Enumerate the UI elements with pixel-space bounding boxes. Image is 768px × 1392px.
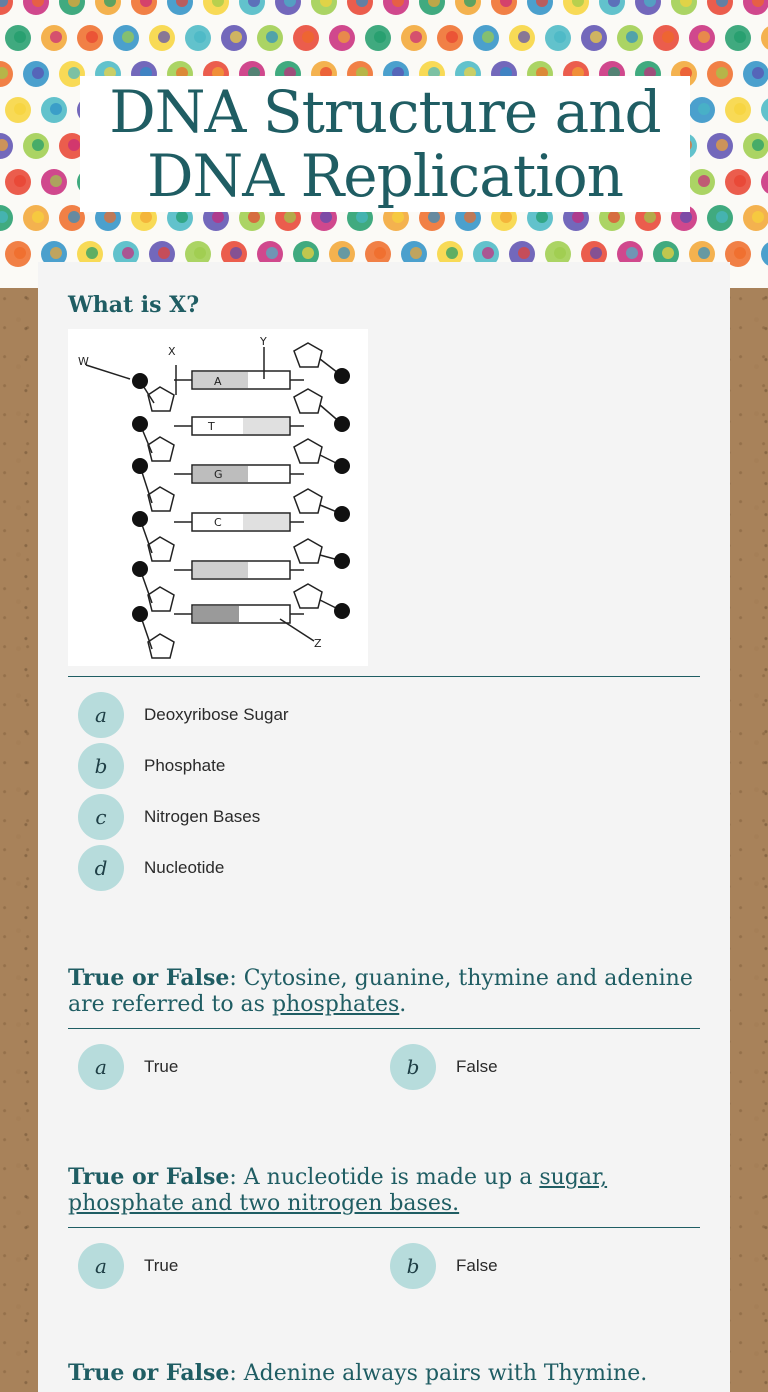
diagram-label-y: Y xyxy=(260,335,267,348)
option-letter-badge: b xyxy=(390,1044,436,1090)
answer-option-d[interactable] xyxy=(78,845,224,891)
polka-dot-center xyxy=(536,211,548,223)
option-label: Deoxyribose Sugar xyxy=(144,705,289,724)
polka-dot-center xyxy=(374,31,386,43)
divider xyxy=(68,676,700,677)
polka-dot-center xyxy=(230,247,242,259)
polka-dot-center xyxy=(518,247,530,259)
polka-dot-center xyxy=(14,103,26,115)
polka-dot-center xyxy=(32,211,44,223)
polka-dot xyxy=(761,25,768,51)
divider xyxy=(68,1028,700,1029)
answer-option-false[interactable] xyxy=(390,1243,498,1289)
diagram-label-w: W xyxy=(78,355,89,368)
polka-dot-center xyxy=(500,211,512,223)
polka-dot-center xyxy=(14,31,26,43)
polka-dot-center xyxy=(68,67,80,79)
option-label: Nucleotide xyxy=(144,858,225,877)
option-label: Nitrogen Bases xyxy=(144,807,261,826)
polka-dot-center xyxy=(518,31,530,43)
polka-dot-center xyxy=(50,175,62,187)
polka-dot-center xyxy=(698,31,710,43)
polka-dot-center xyxy=(734,247,746,259)
polka-dot-center xyxy=(626,31,638,43)
polka-dot-center xyxy=(122,247,134,259)
polka-dot-center xyxy=(338,247,350,259)
polka-dot-center xyxy=(392,211,404,223)
option-letter-badge: a xyxy=(78,1243,124,1289)
polka-dot-center xyxy=(698,247,710,259)
polka-dot-center xyxy=(122,31,134,43)
polka-dot-center xyxy=(140,211,152,223)
question-2-prompt: True or False: Cytosine, guanine, thymine and adenine are referred to as phosphates. xyxy=(68,965,693,1017)
answer-option-true[interactable] xyxy=(78,1044,178,1090)
polka-dot-center xyxy=(356,211,368,223)
answer-option-false[interactable] xyxy=(390,1044,498,1090)
polka-dot-center xyxy=(302,31,314,43)
polka-dot-center xyxy=(554,247,566,259)
polka-dot-center xyxy=(32,139,44,151)
polka-dot xyxy=(761,169,768,195)
title-box xyxy=(80,76,690,212)
option-letter-badge: a xyxy=(78,692,124,738)
polka-dot-center xyxy=(734,31,746,43)
polka-dot-center xyxy=(68,139,80,151)
polka-dot-center xyxy=(266,31,278,43)
polka-dot-center xyxy=(50,31,62,43)
divider xyxy=(68,1227,700,1228)
diagram-base-a: A xyxy=(214,375,222,388)
polka-dot-center xyxy=(554,31,566,43)
question-3-prompt: True or False: A nucleotide is made up a sugar, phosphate and two nitrogen bases. xyxy=(68,1164,608,1216)
polka-dot-center xyxy=(482,31,494,43)
polka-dot-center xyxy=(662,31,674,43)
polka-dot-center xyxy=(716,139,728,151)
polka-dot-center xyxy=(752,67,764,79)
polka-dot-center xyxy=(50,103,62,115)
polka-dot-center xyxy=(590,247,602,259)
polka-dot-center xyxy=(50,247,62,259)
diagram-base-c: C xyxy=(214,516,222,529)
polka-dot-center xyxy=(284,211,296,223)
polka-dot-center xyxy=(752,211,764,223)
question-4-prompt: True or False: Adenine always pairs with Thymine. xyxy=(68,1360,648,1386)
option-label: False xyxy=(456,1057,498,1076)
polka-dot-center xyxy=(68,211,80,223)
polka-dot-center xyxy=(410,247,422,259)
polka-dot-center xyxy=(680,211,692,223)
polka-dot-center xyxy=(698,103,710,115)
polka-dot-center xyxy=(716,67,728,79)
diagram-base-g: G xyxy=(214,468,223,481)
polka-dot-center xyxy=(590,31,602,43)
polka-dot-center xyxy=(212,211,224,223)
polka-dot-center xyxy=(86,247,98,259)
diagram-label-x: X xyxy=(168,345,176,358)
dna-diagram-image xyxy=(68,329,368,666)
option-label: True xyxy=(144,1256,179,1275)
polka-dot-center xyxy=(302,247,314,259)
polka-dot-center xyxy=(662,247,674,259)
polka-dot-center xyxy=(572,211,584,223)
polka-dot xyxy=(761,241,768,267)
polka-dot-center xyxy=(32,67,44,79)
polka-dot-center xyxy=(194,31,206,43)
answer-option-b[interactable] xyxy=(78,743,225,789)
polka-dot-center xyxy=(194,247,206,259)
header-banner xyxy=(0,0,768,288)
diagram-base-t: T xyxy=(208,420,215,433)
page-title: DNA Structure and DNA Replication xyxy=(109,78,661,210)
dna-ladder-diagram xyxy=(68,329,368,666)
polka-dot-center xyxy=(248,211,260,223)
option-label: Phosphate xyxy=(144,756,226,775)
polka-dot-center xyxy=(608,211,620,223)
answer-option-true[interactable] xyxy=(78,1243,178,1289)
polka-dot-center xyxy=(482,247,494,259)
polka-dot xyxy=(761,97,768,123)
polka-dot-center xyxy=(266,247,278,259)
polka-dot-center xyxy=(698,175,710,187)
polka-dot-center xyxy=(626,247,638,259)
option-letter-badge: c xyxy=(78,794,124,840)
option-label: True xyxy=(144,1057,179,1076)
polka-dot-center xyxy=(104,211,116,223)
answer-option-c[interactable] xyxy=(78,794,260,840)
polka-dot-center xyxy=(14,175,26,187)
option-letter-badge: b xyxy=(390,1243,436,1289)
polka-dot-center xyxy=(734,103,746,115)
option-letter-badge: b xyxy=(78,743,124,789)
polka-dot-center xyxy=(158,247,170,259)
polka-dot-center xyxy=(230,31,242,43)
question-1-prompt: What is X? xyxy=(68,292,200,318)
polka-dot-center xyxy=(446,31,458,43)
polka-dot-center xyxy=(716,211,728,223)
polka-dot-center xyxy=(338,31,350,43)
polka-dot-center xyxy=(176,211,188,223)
answer-option-a[interactable] xyxy=(78,692,289,738)
option-label: False xyxy=(456,1256,498,1275)
polka-dot-center xyxy=(734,175,746,187)
polka-dot-center xyxy=(410,31,422,43)
option-letter-badge: a xyxy=(78,1044,124,1090)
diagram-label-z: Z xyxy=(314,637,322,650)
polka-dot-center xyxy=(464,211,476,223)
worksheet xyxy=(38,262,730,1392)
option-letter-badge: d xyxy=(78,845,124,891)
polka-dot-center xyxy=(446,247,458,259)
polka-dot-center xyxy=(644,211,656,223)
polka-dot-center xyxy=(158,31,170,43)
polka-dot-center xyxy=(86,31,98,43)
polka-dot-center xyxy=(320,211,332,223)
polka-dot-center xyxy=(374,247,386,259)
polka-dot-center xyxy=(752,139,764,151)
polka-dot-center xyxy=(14,247,26,259)
polka-dot-center xyxy=(428,211,440,223)
